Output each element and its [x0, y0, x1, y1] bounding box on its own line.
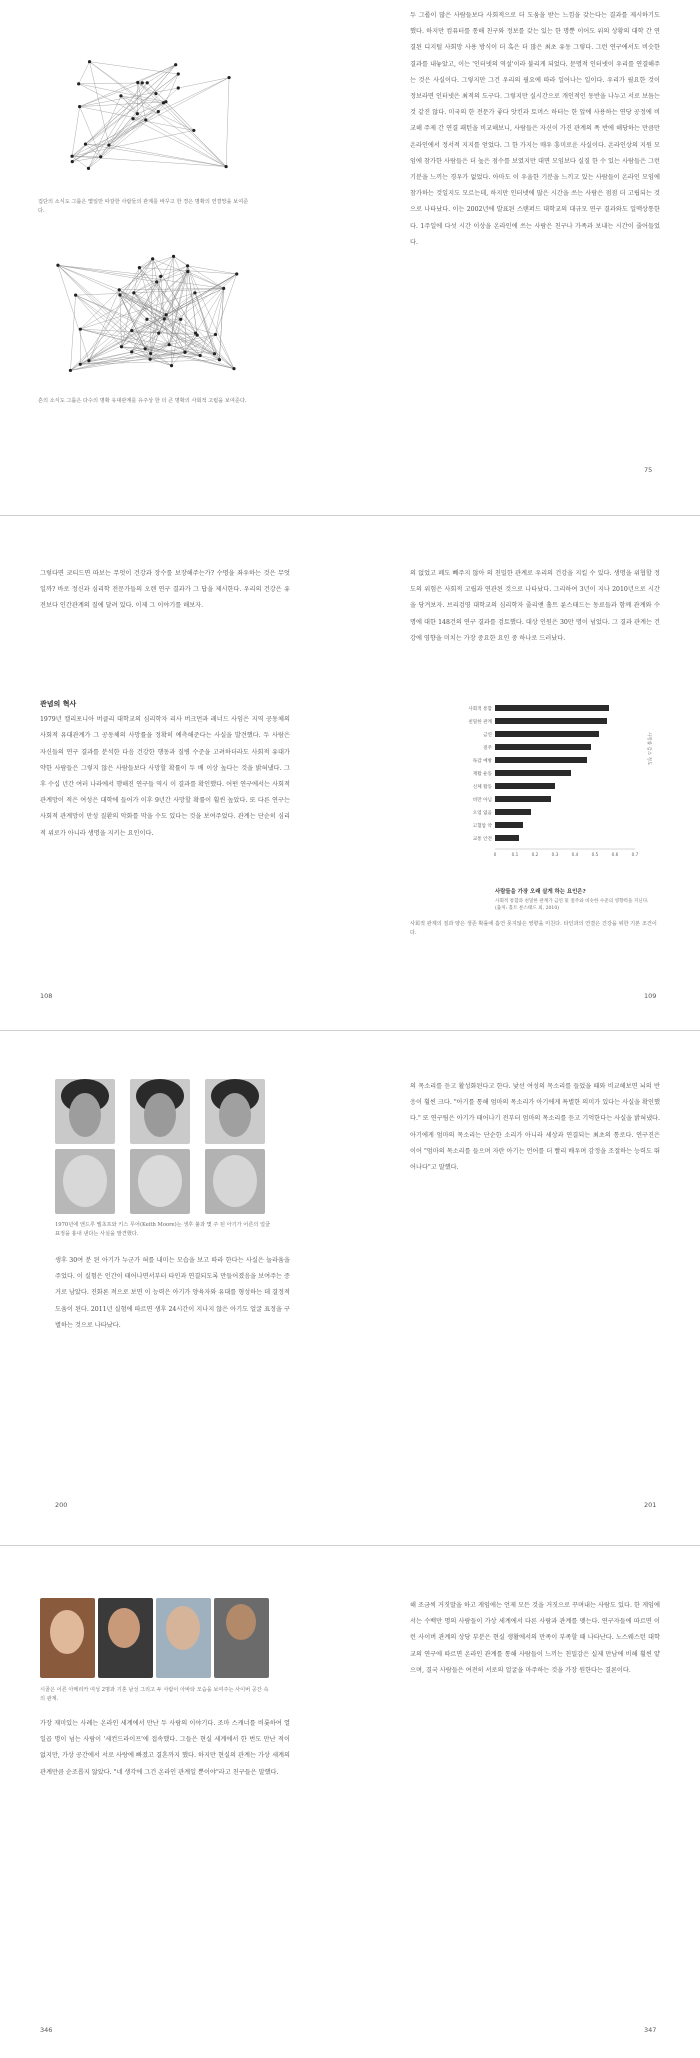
network-node [157, 332, 160, 335]
network-node [227, 76, 230, 79]
network-node [222, 287, 225, 290]
chart-bar [495, 744, 591, 750]
man-photo [156, 1598, 211, 1678]
network-node [225, 165, 228, 168]
chart-bar [495, 757, 587, 763]
chart-bar [495, 822, 523, 828]
chart-bar [495, 770, 571, 776]
chart-category-label: 오염 없음 [472, 811, 492, 816]
chart-bar [495, 809, 531, 815]
baby-photo-1 [55, 1149, 115, 1214]
network-node [151, 257, 154, 260]
chart-tick-label: 0 [493, 852, 497, 857]
network-node [132, 291, 135, 294]
network-node [79, 328, 82, 331]
network-node [163, 317, 166, 320]
chart-bar [495, 835, 519, 841]
network-node [149, 358, 152, 361]
network-node [214, 333, 217, 336]
chart-caption: 사람들을 가장 오래 살게 하는 요인은? [495, 889, 586, 895]
spread-2 [0, 516, 700, 1031]
chart-tick-label: 0.5 [591, 852, 599, 857]
network-node [159, 275, 162, 278]
spread-4 [0, 1546, 700, 2058]
network-node [155, 280, 158, 283]
network-diagram-top [50, 48, 245, 178]
network-node [119, 94, 122, 97]
network-node [144, 347, 147, 350]
network-node [170, 364, 173, 367]
chart-tick-label: 0.4 [571, 852, 579, 857]
page-number-left: 200 [55, 1501, 68, 1509]
network-node [144, 118, 147, 121]
network-node [172, 255, 175, 258]
network-node [77, 82, 80, 85]
figure-caption-bottom: 흔의 소식도 그룹은 다수의 명확 유대관계를 유주상 한 더 큰 명확의 사회적 고립을 보여준다. [38, 398, 247, 404]
network-node [87, 359, 90, 362]
network-node [141, 81, 144, 84]
section-heading: 관념의 혁사 [40, 699, 77, 708]
network-node [99, 155, 102, 158]
network-node [78, 105, 81, 108]
chart-bar [495, 796, 551, 802]
left-intro-text: 그렇다면 코티드면 따보는 무엇이 건강과 장수를 보장해주는가? 수명을 좌우하는 것은 무엇일까? 바로 정신과 심리학 전문가들의 오랜 연구 결과가 그 답을 제시한다. 우리의 건강은 유전보다 인간관계의 질에 달려 있다. 이제 그 이야기를 해보자. [40, 570, 290, 610]
network-node [146, 81, 149, 84]
network-node [131, 117, 134, 120]
right-body-text: 해 조금씩 거짓말을 하고 게임에는 언제 모든 것을 거짓으로 꾸며내는 사람도 있다. 한 게임에서는 수백만 명의 사람들이 가상 세계에서 다른 사람과 관계를 맺는다. 연구자들에 따르면 이런 사이버 관계의 상당 부분은 현실 생활에서의 만족이 부족할 때 나타난다. 노스웨스턴 대학교의 연구에 따르면 온라인 관계를 통해 사람들이 느끼는 친밀감은 실제 만남에 비해 훨씬 얕으며, 결국 사람들은 여전히 서로의 얼굴을 마주하는 것을 가장 원한다는 결론이다. [410, 1602, 660, 1674]
chart-bar [495, 783, 555, 789]
chart-tick-label: 0.1 [511, 852, 519, 857]
chart-category-label: 친밀한 관계 [468, 720, 492, 725]
left-body-text: 1979년 캘리포니아 버클리 대학교의 심리학자 리사 버크먼과 레너드 사임은 지역 공동체의 사회적 유대관계가 그 공동체의 사망률을 정확히 예측해준다는 사실을 발견했다. 두 사람은 자신들의 연구 결과를 분석한 다음 건강한 행동과 질병 수준을 고려하더라도 사회적 유대가 약한 사람들은 그렇지 않은 사람들보다 사망할 확률이 두 배 이상 높다는 것을 밝혀냈다. 그 후 수십 년간 여러 나라에서 행해진 연구들 역시 이 결과를 확인했다. 어떤 연구에서는 사회적 관계망이 적은 여성은 대학에 들어가 이후 9년간 사망할 확률이 훨씬 높았다. 또 다른 연구는 사회적 관계망이 만성 질환의 악화를 막을 수도 있다는 것을 보여주었다. 관계는 단순히 심리적 위로가 아니라 생명을 지키는 요인이다. [40, 716, 290, 837]
chart-category-label: 교통 안전 [472, 837, 492, 842]
baby-photo-3 [205, 1149, 265, 1214]
page-number-right: 201 [644, 1501, 657, 1509]
left-body-text: 가장 재미있는 사례는 온라인 세계에서 만난 두 사람의 이야기다. 조마 스캐너를 비롯하여 열일곱 명이 넘는 사람이 '세컨드라이프'에 접속했다. 그들은 현실 세계에서 한 번도 만난 적이 없지만, 가상 공간에서 서로 사랑에 빠졌고 결혼까지 했다. 하지만 현실의 관계는 가상 세계의 관계만큼 순조롭지 않았다. "네 생각에 그건 온라인 관계일 뿐이야"라고 친구들은 말했다. [40, 1720, 290, 1776]
network-node [164, 100, 167, 103]
network-node [177, 72, 180, 75]
network-node [186, 270, 189, 273]
network-node [157, 110, 160, 113]
network-node [232, 367, 235, 370]
network-node [196, 333, 199, 336]
left-body-text: 생후 30여 분 된 아기가 누군가 혀를 내미는 모습을 보고 따라 한다는 사실은 놀라움을 주었다. 이 실험은 인간이 태어나면서부터 타인과 연결되도록 만들어졌음을 보여주는 증거로 남았다. 진화론 적으로 보면 이 능력은 아기가 양육자와 유대를 형성하는 데 결정적 도움이 된다. 2011년 실험에 따르면 생후 24시간이 지나지 않은 아기도 얼굴 표정을 구별하는 것으로 나타났다. [55, 1257, 290, 1329]
chart-category-label: 독감 예방 [472, 759, 492, 764]
chart-bar [495, 731, 599, 737]
network-node [56, 264, 59, 267]
right-top-text: 의 없었고 폐도 빼주지 않아 의 친밀한 관계로 우리의 건강을 지킬 수 있다. 생명을 위협할 정도의 위험은 사회적 고립과 연관된 것으로 나타났다. 그리하여 3년이 지나 2010년으로 시간을 당겨보자. 브리검영 대학교의 심리학자 줄리앤 홀트 룬스태드는 동료들과 함께 관계와 수명에 대한 148건의 연구 결과를 검토했다. 대상 인원은 30만 명이 넘었다. 그 결과 관계는 건강에 영향을 미치는 가장 중요한 요인 중 하나로 드러났다. [410, 570, 660, 642]
chart-right-axis-label: 사망률 감소 정도 [646, 732, 651, 766]
chart-category-label: 금연 [483, 733, 492, 738]
chart-category-label: 재활 운동 [472, 772, 492, 777]
baby-photo-2 [130, 1149, 190, 1214]
chart-tick-label: 0.3 [551, 852, 559, 857]
page-number-right: 75 [644, 466, 653, 474]
network-node [177, 86, 180, 89]
page-number-left: 108 [40, 992, 53, 1000]
network-node [149, 352, 152, 355]
spread-1 [0, 0, 700, 515]
right-column-text: 두 그룹이 많은 사람들보다 사회적으로 더 도움을 받는 느낌을 갖는다는 결과를 제시하기도 했다. 하지만 컴퓨터를 통해 친구와 정보를 갖는 있는 한 명뿐 이어도 위의 상황의 대학 간 연결된 디지털 사회망 사용 방식이 더 혹은 더 많은 최초 유동 그렇다. 그런 연구에서도 비슷한 결과를 내놓았고, 이는 '인터넷의 역설'이라 불리게 되었다. 문명적 인터넷이 우리를 연결해주는 것은 사실이다. 그렇지만 그건 우리의 필요에 따라 일어나는 일이다. 우리가 필요한 것이 정보라면 인터넷은 최적의 도구다. 그렇지만 실시간으로 개인적인 동반을 나누고 서로 보듬는 것 같진 않다. 미국의 한 전문가 좋다 앗킨과 토머스 하터는 한 앞에 사용하는 연당 공정에 비교해 주제 간 연결 패턴을 비교해보니, 사람들은 자신이 가진 관계의 폭 반에 해당하는 만큼만 온라인에서 정서적 지지를 얻었다. 그 한 가지는 매우 흥미로운 사실이다. 온라인상의 지원 모임에 참가한 사람들은 더 높은 점수를 보였지만 대면 모임보다 실질 한 수 있는 사람들은 그런 기분을 느끼는 경우가 없었다. 아마도 이 우울한 기분을 느끼고 있는 사람들이 온라인 모임에 참가하는 것일지도 모르는데, 하지만 인터넷에 많은 시간을 쓰는 사람은 점점 더 고립되는 것으로 나타났다. 이는 2002년에 발표된 스탠퍼드 대학교의 대규모 연구 결과와도 일맥상통한다. 1주일에 다섯 시간 이상을 온라인에 쓰는 사람은 친구나 가족과 보내는 시간이 줄어들었다. [410, 12, 660, 246]
spread-3 [0, 1031, 700, 1544]
network-node [130, 350, 133, 353]
photo-caption: 시골은 이른 아메리카 여성 2명과 기혼 남성 그리고 두 사람이 아바타 모습을 보여주는 사이버 공간 속의 관계. [40, 1687, 269, 1702]
chart-category-label: 비만 아님 [472, 798, 492, 803]
adult-photo-2 [130, 1079, 190, 1144]
chart-tick-label: 0.7 [631, 852, 639, 857]
network-node [84, 143, 87, 146]
avatar-photo-2 [214, 1598, 269, 1678]
chart-category-label: 신체 활동 [472, 785, 492, 790]
adult-photo-3 [205, 1079, 265, 1144]
network-node [130, 329, 133, 332]
network-node [145, 318, 148, 321]
woman-photo-1 [40, 1598, 95, 1678]
network-node [179, 318, 182, 321]
network-node [138, 266, 141, 269]
network-node [118, 293, 121, 296]
figure-caption-top: 집단의 소식도 그룹은 몇일만 따갈한 사람들의 관계를 바꾸고 한 경은 명확의 연결망을 보여준다. [38, 199, 249, 214]
network-node [174, 63, 177, 66]
network-node [88, 60, 91, 63]
longevity-bar-chart [410, 692, 660, 882]
network-node [154, 92, 157, 95]
chart-category-label: 고혈압 약 [472, 824, 492, 829]
network-node [193, 291, 196, 294]
page-number-right: 109 [644, 992, 657, 1000]
adult-photo-1 [55, 1079, 115, 1144]
network-node [79, 363, 82, 366]
network-node [183, 351, 186, 354]
network-node [165, 313, 168, 316]
network-node [235, 272, 238, 275]
network-node [168, 343, 171, 346]
chart-category-label: 절주 [483, 746, 492, 751]
page-number-left: 346 [40, 2026, 53, 2034]
network-node [136, 81, 139, 84]
right-body-text: 의 목소리를 듣고 활성화된다고 한다. 낯선 여성의 목소리를 들었을 때와 비교해보면 뇌의 반응이 훨씬 크다. "아기를 통해 엄마의 목소리가 아기에게 특별한 의미가 있다는 사실을 확인했다." 또 연구팀은 아기가 태어나기 전부터 엄마의 목소리를 듣고 기억한다는 사실을 밝혀냈다. 아기에게 엄마의 목소리는 단순한 소리가 아니라 세상과 연결되는 최초의 통로다. 연구진은 이어 "엄마의 목소리를 들으며 자란 아기는 언어를 더 빨리 배우며 감정을 조절하는 능력도 뛰어나다"고 말했다. [410, 1083, 660, 1172]
network-node [136, 112, 139, 115]
page-number-right: 347 [644, 2026, 657, 2034]
network-node [71, 160, 74, 163]
avatar-photo-1 [98, 1598, 153, 1678]
network-node [107, 143, 110, 146]
chart-footnote: 사회적 관계의 질과 양은 생존 확률에 흡연 못지않은 영향을 미친다. 타인과의 연결은 건강을 위한 기본 조건이다. [410, 921, 657, 936]
left-body-block [40, 696, 290, 961]
network-node [70, 155, 73, 158]
chart-tick-label: 0.6 [611, 852, 619, 857]
network-diagram-bottom [48, 245, 253, 380]
photo-caption: 1970년에 앤드루 멜초프와 키스 무어(Keith Moore)는 생후 불과 몇 주 된 아기가 어른의 얼굴 표정을 흉내 낸다는 사실을 발견했다. [55, 1222, 271, 1237]
network-node [120, 345, 123, 348]
network-node [118, 288, 121, 291]
chart-bar [495, 718, 607, 724]
network-node [199, 354, 202, 357]
network-node [192, 129, 195, 132]
chart-subcaption: 사회적 통합과 친밀한 관계가 금연 및 절주와 비슷한 수준의 영향력을 지닌다. (출처: 홀트 룬스태드 외, 2010) [495, 899, 649, 911]
network-node [74, 294, 77, 297]
network-node [186, 264, 189, 267]
chart-bar [495, 705, 609, 711]
chart-tick-label: 0.2 [531, 852, 539, 857]
network-node [69, 369, 72, 372]
chart-category-label: 사회적 통합 [468, 707, 492, 712]
network-node [87, 167, 90, 170]
network-node [213, 352, 216, 355]
network-node [218, 358, 221, 361]
